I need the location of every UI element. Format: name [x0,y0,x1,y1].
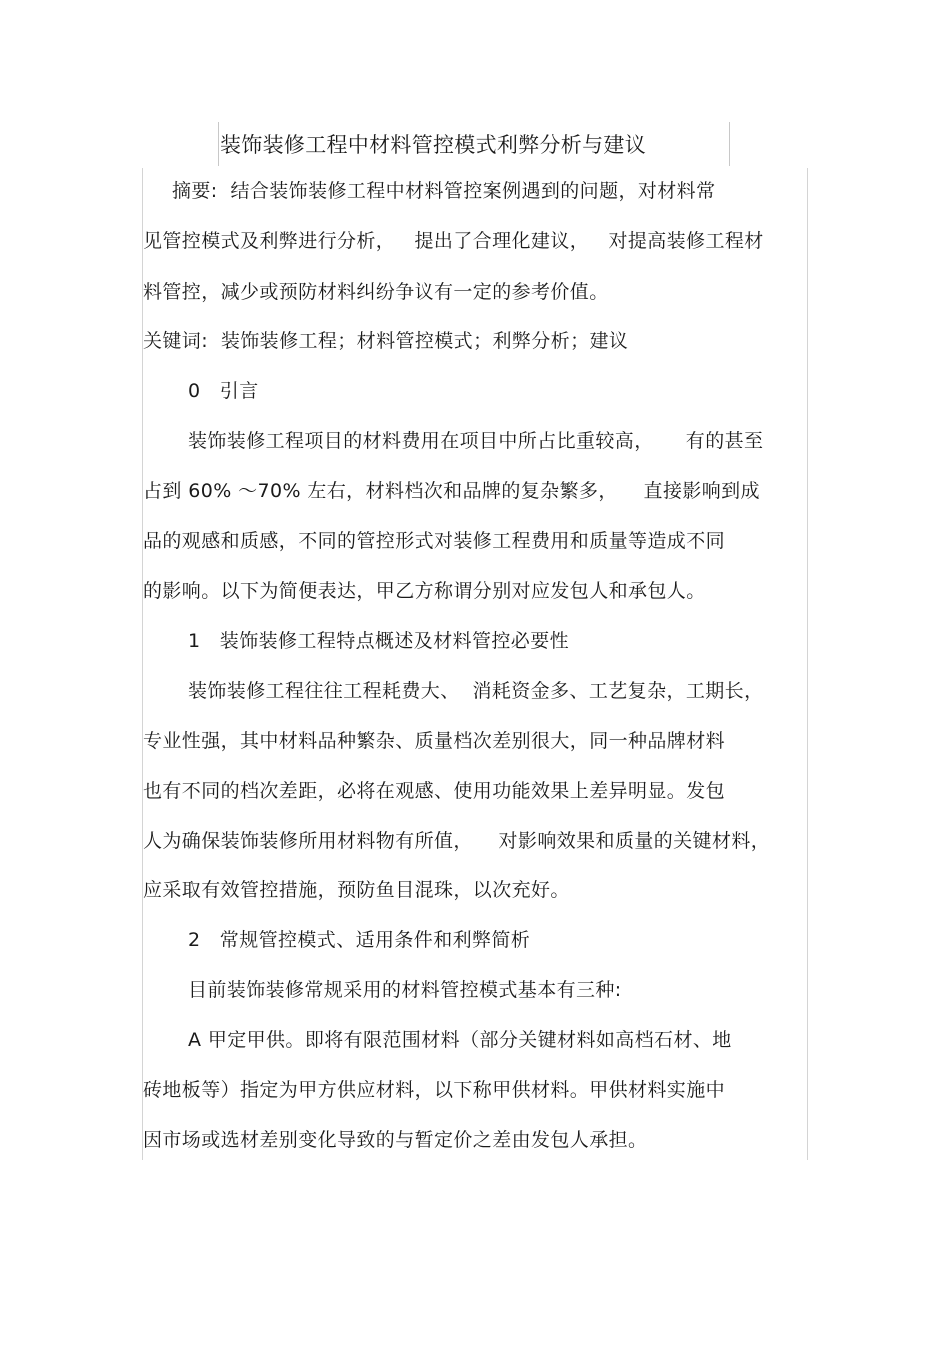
paragraph-line: 占到 60% ～70% 左右，材料档次和品牌的复杂繁多， 直接影响到成 [143,480,760,502]
paragraph-line: A 甲定甲供。即将有限范围材料（部分关键材料如高档石材、地 [188,1029,732,1051]
paragraph-line: 也有不同的档次差距，必将在观感、使用功能效果上差异明显。发包 [143,780,726,802]
paragraph-line: 装饰装修工程项目的材料费用在项目中所占比重较高， 有的甚至 [188,430,764,452]
paragraph-line: 品的观感和质感，不同的管控形式对装修工程费用和质量等造成不同 [143,530,726,552]
content-frame [142,168,808,1160]
section-heading-1: 1 装饰装修工程特点概述及材料管控必要性 [188,630,570,652]
paragraph-line: 砖地板等）指定为甲方供应材料，以下称甲供材料。甲供材料实施中 [143,1079,726,1101]
abstract-line-3: 料管控，减少或预防材料纠纷争议有一定的参考价值。 [143,281,609,303]
document-title: 装饰装修工程中材料管控模式利弊分析与建议 [220,133,646,157]
paragraph-line: 目前装饰装修常规采用的材料管控模式基本有三种: [188,979,622,1001]
paragraph-line: 专业性强，其中材料品种繁杂、质量档次差别很大，同一种品牌材料 [143,730,726,752]
abstract-line-2: 见管控模式及利弊进行分析， 提出了合理化建议， 对提高装修工程材 [143,230,764,252]
paragraph-line: 的影响。以下为简便表达，甲乙方称谓分别对应发包人和承包人。 [143,580,706,602]
paragraph-line: 因市场或选材差别变化导致的与暂定价之差由发包人承担。 [143,1129,648,1151]
section-heading-2: 2 常规管控模式、适用条件和利弊简析 [188,929,531,951]
paragraph-line: 人为确保装饰装修所用材料物有所值， 对影响效果和质量的关键材料， [143,830,771,852]
paragraph-line: 装饰装修工程往往工程耗费大、 消耗资金多、工艺复杂，工期长， [188,680,764,702]
abstract-line-1: 摘要: 结合装饰装修工程中材料管控案例遇到的问题，对材料常 [172,180,716,202]
section-heading-0: 0 引言 [188,380,259,402]
paragraph-line: 应采取有效管控措施，预防鱼目混珠，以次充好。 [143,879,570,901]
keywords-line: 关键词: 装饰装修工程；材料管控模式；利弊分析；建议 [143,330,629,352]
